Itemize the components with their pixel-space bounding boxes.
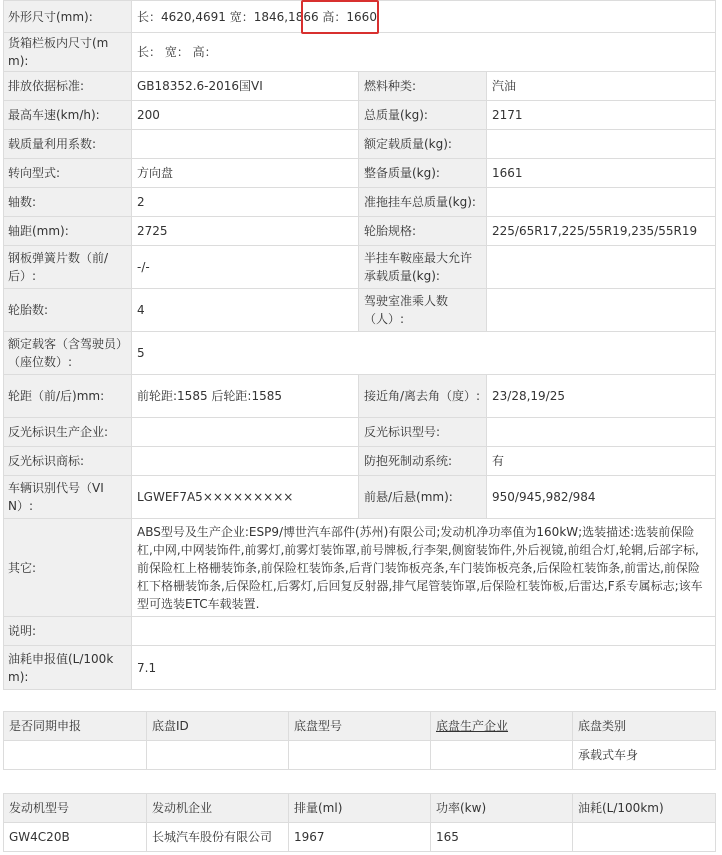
track-width-label: 轮距（前/后)mm:	[4, 375, 132, 418]
spec-row-other	[4, 519, 716, 617]
engine-header-displacement: 排量(ml)	[289, 794, 431, 823]
other-value: ABS型号及生产企业:ESP9/博世汽车部件(苏州)有限公司;发动机净功率值为160kW;选装描述:选装前保险杠,中网,中网装饰件,前雾灯,前雾灯装饰罩,前号牌板,行李架,侧窗装饰件,外后视镜,前组合灯,轮辋,后部字标,前保险杠上格栅装饰条,前保险杠装饰条,后背门装饰板亮条,车门装饰板亮条,后保险杠装饰条,前雷达,前保险杠下格栅装饰条,后保险杠,后雾灯,后回复反射器,排气尾管装饰罩,后保险杠装饰板,后雷达,F系专属标志;该车型可选装ETC车载装置.	[132, 519, 716, 617]
abs-label: 防抱死制动系统:	[359, 447, 487, 476]
dimensions-value: 长：4620,4691 宽：1846,1866 高：1660	[132, 1, 716, 33]
spec-row-reflector	[4, 418, 716, 447]
saddle-load-label: 半挂车鞍座最大允许承载质量(kg):	[359, 246, 487, 289]
engine-header-consumption: 油耗(L/100km)	[573, 794, 716, 823]
engine-data-row	[4, 823, 716, 852]
fuel-type-label: 燃料种类:	[359, 72, 487, 101]
spec-row-dimensions	[4, 1, 716, 33]
reflector-manufacturer-value	[132, 418, 359, 447]
overhang-value: 950/945,982/984	[487, 476, 716, 519]
track-width-value: 前轮距:1585 后轮距:1585	[132, 375, 359, 418]
trailer-mass-label: 准拖挂车总质量(kg):	[359, 188, 487, 217]
engine-cell-displacement: 1967	[289, 823, 431, 852]
engine-header-manufacturer: 发动机企业	[147, 794, 289, 823]
vin-value: LGWEF7A5×××××××××	[132, 476, 359, 519]
spec-row-seats	[4, 332, 716, 375]
spec-row-track	[4, 375, 716, 418]
engine-cell-manufacturer: 长城汽车股份有限公司	[147, 823, 289, 852]
engine-header-model: 发动机型号	[4, 794, 147, 823]
engine-header-power: 功率(kw)	[431, 794, 573, 823]
emission-standard-value: GB18352.6-2016国VI	[132, 72, 359, 101]
other-label: 其它:	[4, 519, 132, 617]
chassis-header-manufacturer: 底盘生产企业	[431, 712, 573, 741]
approach-departure-angle-label: 接近角/离去角（度）:	[359, 375, 487, 418]
cargo-dimensions-value: 长： 宽： 高：	[132, 33, 716, 72]
curb-mass-label: 整备质量(kg):	[359, 159, 487, 188]
reflector-model-label: 反光标识型号:	[359, 418, 487, 447]
axle-count-value: 2	[132, 188, 359, 217]
leaf-springs-value: -/-	[132, 246, 359, 289]
curb-mass-value: 1661	[487, 159, 716, 188]
engine-cell-power: 165	[431, 823, 573, 852]
load-utilization-label: 载质量利用系数:	[4, 130, 132, 159]
cargo-dimensions-label: 货箱栏板内尺寸(mm):	[4, 33, 132, 72]
reflector-manufacturer-label: 反光标识生产企业:	[4, 418, 132, 447]
spec-row-load	[4, 130, 716, 159]
chassis-header-row	[4, 712, 716, 741]
chassis-data-row	[4, 741, 716, 770]
note-value	[132, 617, 716, 646]
spec-row-consumption	[4, 646, 716, 690]
emission-standard-label: 排放依据标准:	[4, 72, 132, 101]
spec-row-wheelbase	[4, 217, 716, 246]
rated-load-value	[487, 130, 716, 159]
wheelbase-value: 2725	[132, 217, 359, 246]
cab-capacity-label: 驾驶室准乘人数（人）:	[359, 289, 487, 332]
rated-load-label: 额定载质量(kg):	[359, 130, 487, 159]
total-mass-value: 2171	[487, 101, 716, 130]
overhang-label: 前悬/后悬(mm):	[359, 476, 487, 519]
spec-row-tires	[4, 289, 716, 332]
leaf-springs-label: 钢板弹簧片数（前/后）:	[4, 246, 132, 289]
vin-label: 车辆识别代号（VIN）:	[4, 476, 132, 519]
spec-row-springs	[4, 246, 716, 289]
chassis-cell-concurrent	[4, 741, 147, 770]
abs-value: 有	[487, 447, 716, 476]
reflector-brand-value	[132, 447, 359, 476]
fuel-type-value: 汽油	[487, 72, 716, 101]
total-mass-label: 总质量(kg):	[359, 101, 487, 130]
chassis-header-id: 底盘ID	[147, 712, 289, 741]
engine-header-row	[4, 794, 716, 823]
chassis-header-category: 底盘类别	[573, 712, 716, 741]
tire-spec-label: 轮胎规格:	[359, 217, 487, 246]
dimensions-label: 外形尺寸(mm):	[4, 1, 132, 33]
trailer-mass-value	[487, 188, 716, 217]
tire-spec-value: 225/65R17,225/55R19,235/55R19	[487, 217, 716, 246]
spec-row-vin	[4, 476, 716, 519]
spec-row-axles	[4, 188, 716, 217]
chassis-header-model: 底盘型号	[289, 712, 431, 741]
chassis-cell-category: 承载式车身	[573, 741, 716, 770]
tire-count-label: 轮胎数:	[4, 289, 132, 332]
chassis-header-concurrent: 是否同期申报	[4, 712, 147, 741]
note-label: 说明:	[4, 617, 132, 646]
engine-cell-model: GW4C20B	[4, 823, 147, 852]
chassis-cell-id	[147, 741, 289, 770]
tire-count-value: 4	[132, 289, 359, 332]
spec-row-note	[4, 617, 716, 646]
approach-departure-angle-value: 23/28,19/25	[487, 375, 716, 418]
engine-table	[3, 793, 716, 852]
reflector-model-value	[487, 418, 716, 447]
engine-cell-consumption	[573, 823, 716, 852]
max-speed-value: 200	[132, 101, 359, 130]
vehicle-spec-table	[3, 0, 716, 690]
spec-row-speed	[4, 101, 716, 130]
axle-count-label: 轴数:	[4, 188, 132, 217]
load-utilization-value	[132, 130, 359, 159]
chassis-cell-model	[289, 741, 431, 770]
max-speed-label: 最高车速(km/h):	[4, 101, 132, 130]
chassis-table	[3, 711, 716, 770]
steering-type-label: 转向型式:	[4, 159, 132, 188]
spec-row-brand-abs	[4, 447, 716, 476]
spec-row-steering	[4, 159, 716, 188]
chassis-cell-manufacturer	[431, 741, 573, 770]
seating-capacity-label: 额定载客（含驾驶员）（座位数）:	[4, 332, 132, 375]
fuel-consumption-value: 7.1	[132, 646, 716, 690]
fuel-consumption-label: 油耗申报值(L/100km):	[4, 646, 132, 690]
reflector-brand-label: 反光标识商标:	[4, 447, 132, 476]
steering-type-value: 方向盘	[132, 159, 359, 188]
spec-row-emission	[4, 72, 716, 101]
saddle-load-value	[487, 246, 716, 289]
cab-capacity-value	[487, 289, 716, 332]
seating-capacity-value: 5	[132, 332, 716, 375]
spec-row-cargo	[4, 33, 716, 72]
wheelbase-label: 轴距(mm):	[4, 217, 132, 246]
